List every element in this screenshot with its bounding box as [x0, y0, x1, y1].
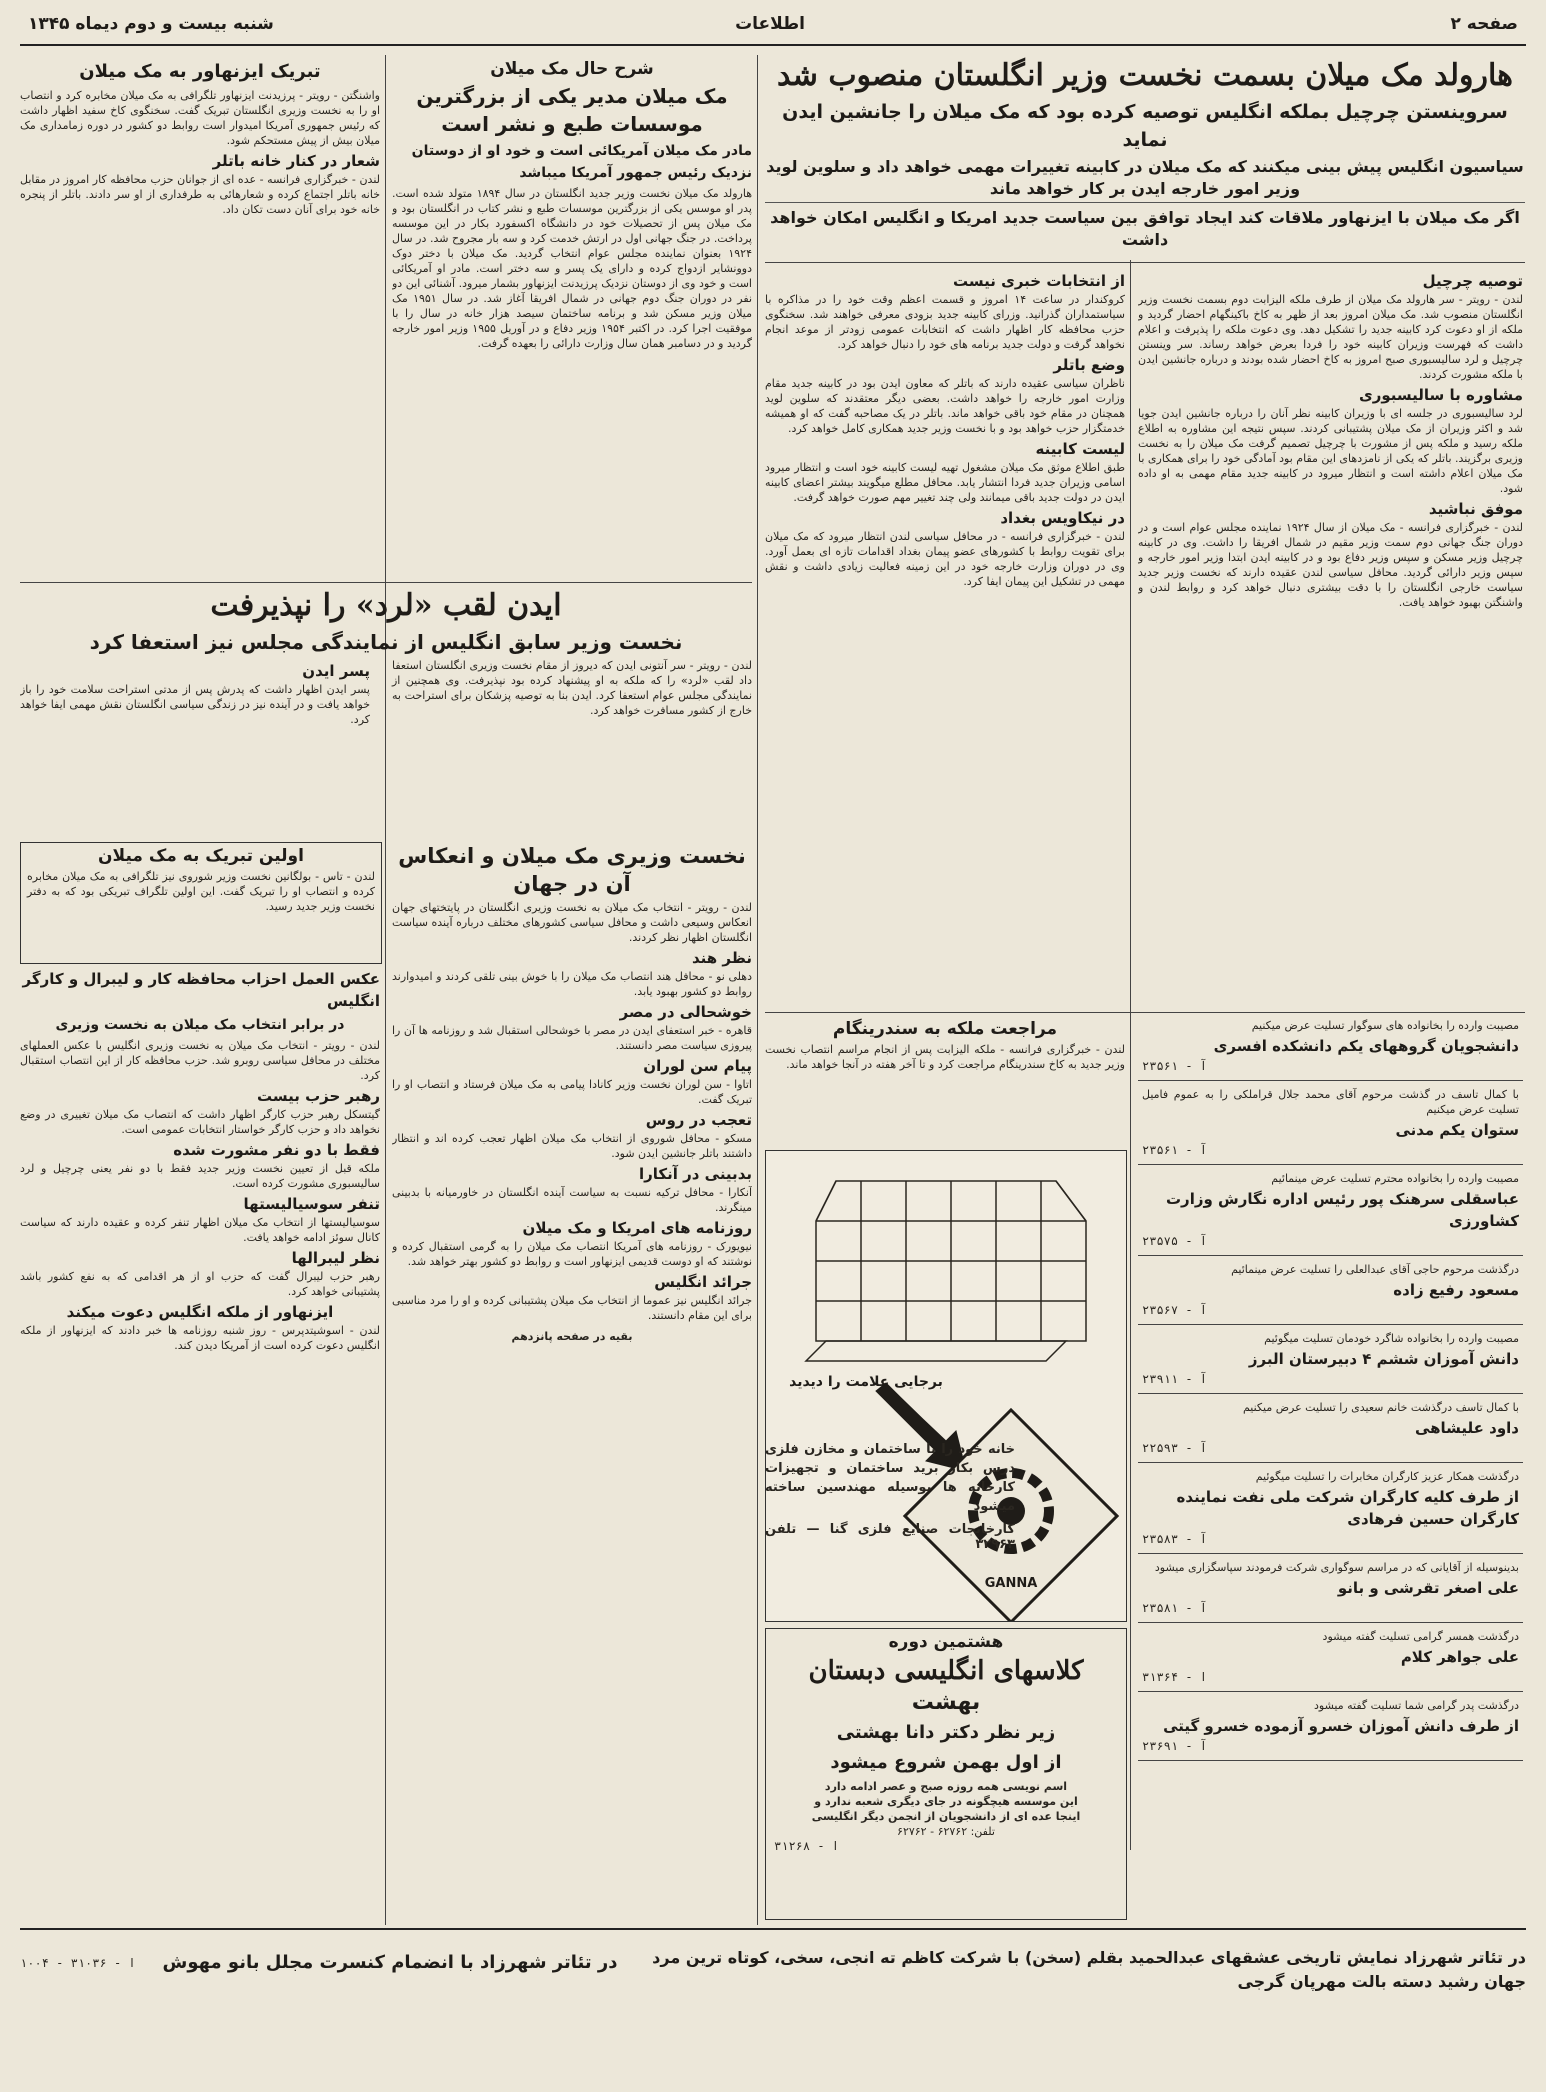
ganna-body: خانه خود را با ساختمان و مخازن فلزی درس بکار برید ساختمان و تجهیزات کارخانه ها بوسیله مهندسین ساخته میشود [765, 1442, 1015, 1514]
condolence-notice [1138, 1394, 1523, 1463]
notice-code: آ - ۲۳۵۶۱ [1142, 1059, 1208, 1073]
body-text: گیتسکل رهبر حزب کارگر اظهار داشت که انتصاب مک میلان تغییری در وضع نخواهد داد و حزب کارگر خواستار انتخابات عمومی است. [20, 1108, 380, 1136]
school-start: از اول بهمن شروع میشود [830, 1752, 1062, 1773]
notice-code: آ - ۲۳۵۷۵ [1142, 1234, 1208, 1248]
body-text: اتاوا - سن لوران نخست وزیر کانادا پیامی به مک میلان فرستاد و انتصاب او را تبریک گفت. [392, 1078, 752, 1106]
body-text: لندن - خبرگزاری فرانسه - در محافل سیاسی لندن انتظار میرود که مک میلان برای تقویت روابط با کشورهای عضو پیمان بغداد اقدامات تازه ای بعمل آورد. وی در دوران وزارت خارجه خود در این زمینه فعالیت زیادی داشت و نقش مهمی در تشکیل این پیمان ایفا کرد. [765, 530, 1125, 588]
theatre-ad-strip [20, 1934, 1526, 2034]
divider [757, 55, 758, 1925]
eisenhower-story [20, 56, 380, 576]
lead-subhead: سروینستن چرچیل بملکه انگلیس توصیه کرده بود که مک میلان را جانشین ایدن نماید [782, 101, 1508, 151]
first-congrats-box [20, 842, 382, 964]
section-title: بدبینی در آنکارا [638, 1165, 752, 1183]
section-title: وضع باتلر [1053, 356, 1125, 374]
notice-signature: ستوان یکم مدنی [1395, 1121, 1519, 1139]
eden-subhead: نخست وزیر سابق انگلیس از نمایندگی مجلس نیز استعفا کرد [89, 630, 683, 654]
queen-headline: مراجعت ملکه به سندرینگام [832, 1019, 1058, 1039]
body-text: لندن - تاس - بولگانین نخست وزیر شوروی نیز تلگرافی به مک میلان مخابره کرده و انتصاب او را تبریک گفت. این اولین تلگراف تبریکی بود که به دفتر نخست وزیر جدید رسید. [27, 870, 375, 913]
notice-intro: درگذشت مرحوم حاجی آقای عبدالعلی را تسلیت عرض مینمائیم [1231, 1263, 1519, 1276]
notice-code: آ - ۲۳۹۱۱ [1142, 1372, 1208, 1386]
notice-signature: از طرف دانش آموزان خسرو آزموده خسرو گیتی [1163, 1717, 1519, 1735]
section-title: روزنامه های امریکا و مک میلان [522, 1219, 752, 1237]
notice-signature: دانش آموزان ششم ۴ دبیرستان البرز [1248, 1350, 1519, 1368]
notice-intro: درگذشت پدر گرامی شما تسلیت گفته میشود [1314, 1699, 1519, 1712]
body-text: آنکارا - محافل ترکیه نسبت به سیاست آینده انگلستان در خاورمیانه با بدبینی مینگرند. [392, 1186, 752, 1214]
school-title: کلاسهای انگلیسی دبستان [808, 1656, 1084, 1686]
body-text: طبق اطلاع موثق مک میلان مشغول تهیه لیست کابینه خود است و انتظار میرود اسامی وزیران جدید فردا انتشار یابد. محافل مطلع میگویند بیشتر اعضای کابینه ایدن در دولت جدید باقی میمانند ولی چند تغییر مهم صورت خواهد گرفت. [765, 461, 1125, 504]
notice-intro: مصیبت وارده را بخانواده شاگرد خودمان تسلیت میگوئیم [1264, 1332, 1519, 1345]
lead-body-2 [765, 268, 1125, 1008]
condolence-notice [1138, 1012, 1523, 1081]
notice-intro: درگذشت همسر گرامی تسلیت گفته میشود [1322, 1630, 1519, 1643]
section-title: در نیکاویس بغداد [1000, 509, 1125, 527]
lead-subhead: اگر مک میلان با ایزنهاور ملاقات کند ایجاد توافق بین سیاست جدید امریکا و انگلیس امکان خواهد داشت [765, 202, 1525, 251]
divider [765, 262, 1525, 263]
school-note: اینجا عده ای از دانشجویان از انجمن دیگر انگلیسی [811, 1810, 1081, 1823]
first-congrats-title: اولین تبریک به مک میلان [98, 846, 304, 866]
notice-intro: با کمال تاسف در گذشت مرحوم آقای محمد جلال قراملکی را به عموم فامیل تسلیت عرض میکنیم [1142, 1088, 1519, 1116]
notice-signature: مسعود رفیع زاده [1393, 1281, 1519, 1299]
lead-body [1138, 268, 1523, 1008]
section-title: از انتخابات خبری نیست [952, 272, 1125, 290]
section-title: نظر لیبرالها [291, 1249, 380, 1267]
body-text: هارولد مک میلان نخست وزیر جدید انگلستان در سال ۱۸۹۴ متولد شده است. پدر او موسس یکی از بزرگترین موسسات طبع و نشر کتاب در انگلستان بود و مک میلان پس از تحصیلات خود در دانشگاه اکسفورد بکار در این موسسه پرداخت. در جنگ جهانی اول در ارتش خدمت کرد و سه بار مجروح شد. در سال ۱۹۲۴ بعنوان نماینده مجلس عوام انتخاب گردید. مک میلان با دختر دوک دوونشایر ازدواج کرده و دارای یک پسر و سه دختر است. مادر او آمریکائی است و خود وی از دوستان نزدیک پرزیدنت ایزنهاور بشمار میرود. آشنائی این دو نفر در دوران جنگ دوم جهانی در شمال افریقا آغاز شد. در سال ۱۹۵۱ مک میلان وزیر مسکن شد و برنامه ساختمان سیصد هزار خانه در سال را با موفقیت اجرا کرد. در اکتبر ۱۹۵۴ وزیر دفاع و در آوریل ۱۹۵۵ وزیر امور خارجه گردید و در دسامبر همان سال وزارت دارائی را بعهده گرفت. [392, 187, 752, 350]
body-text: رهبر حزب لیبرال گفت که حزب او از هر اقدامی که به نفع کشور باشد پشتیبانی خواهد کرد. [20, 1270, 380, 1298]
condolence-notice [1138, 1692, 1523, 1761]
condolence-notice [1138, 1325, 1523, 1394]
condolence-notice [1138, 1554, 1523, 1623]
school-supervision: زیر نظر دکتر دانا بهشتی [836, 1722, 1056, 1743]
section-title: مشاوره با سالیسبوری [1358, 386, 1523, 404]
divider [20, 1928, 1526, 1930]
lead-story-header [765, 56, 1525, 261]
notice-signature: داود علیشاهی [1414, 1419, 1519, 1437]
section-title: شعار در کنار خانه باتلر [212, 152, 380, 170]
school-code: ا - ۳۱۲۶۸ [774, 1839, 840, 1853]
condolence-notice [1138, 1081, 1523, 1165]
ganna-logo: GANNA [984, 1576, 1038, 1591]
page-number: صفحه ۲ [1450, 14, 1518, 34]
section-title: تنفر سوسیالیستها [243, 1195, 380, 1213]
body-text: دهلی نو - محافل هند انتصاب مک میلان را با خوش بینی تلقی کردند و امیدوارند روابط دو کشور بهبود یابد. [392, 970, 752, 998]
notice-intro: مصیبت وارده را بخانواده های سوگوار تسلیت عرض میکنیم [1251, 1019, 1519, 1032]
section-title: فقط با دو نفر مشورت شده [173, 1141, 380, 1159]
eden-story [20, 586, 752, 836]
notice-intro: بدینوسیله از آقایانی که در مراسم سوگواری شرکت فرمودند سپاسگزاری میشود [1154, 1561, 1519, 1574]
theatre-ad-right: در تئاتر شهرزاد نمایش تاریخی عشقهای عبدالحمید بقلم (سخن) با شرکت کاظم ته انجی، سخی، کوتاه ترین مرد جهان رشید دسته بالت مهرپان گرجی [652, 1948, 1526, 1991]
queen-story [765, 1016, 1125, 1146]
body-text: لندن - اسوشیتدپرس - روز شنبه روزنامه ها خبر دادند که ایزنهاور از ملکه انگلیس دعوت کرده است از آمریکا دیدن کند. [20, 1324, 380, 1352]
section-title: رهبر حزب بیست [256, 1087, 380, 1105]
body-text: لرد سالیسبوری در جلسه ای با وزیران کابینه نظر آنان را درباره جانشین ایدن جویا شد و اکثر وزیران از مک میلان پشتیبانی کردند. سپس نتیجه این مشاوره به اطلاع ملکه رسید و ملکه پس از مشورت با چرچیل تصمیم گرفت مک میلان را به نخست وزیری برگزیند. باتلر که یکی از نامزدهای این مقام بود آمادگی خود را برای همکاری با مک میلان اعلام داشته است و انتظار میرود در کابینه جدید مقام مهمی به او داده شود. [1138, 407, 1523, 495]
divider [20, 582, 752, 583]
body-text: کروکندار در ساعت ۱۴ امروز و قسمت اعظم وقت خود را در مذاکره با سیاستمداران گذرانید. وزرای کابینه جدید بزودی معرفی خواهند شد. سخنگوی حزب محافظه کار اظهار داشت که انتخابات عمومی زودتر از موعد انجام نخواهد گرفت و دولت جدید برنامه های خود را دنبال خواهد کرد. [765, 293, 1125, 351]
labour-subhead: در برابر انتخاب مک میلان به نخست وزیری [55, 1017, 345, 1033]
profile-kicker: شرح حال مک میلان [490, 59, 654, 79]
section-title: توصیه چرچیل [1422, 272, 1523, 290]
body-text: لندن - رویتر - انتخاب مک میلان به نخست وزیری انگلستان در پایتختهای جهان انعکاس وسیعی داشت و محافل سیاسی کشورهای مختلف درباره آینده سیاست انگلستان اظهار نظر کردند. [392, 901, 752, 944]
condolence-notice [1138, 1165, 1523, 1256]
body-text: مسکو - محافل شوروی از انتخاب مک میلان اظهار تعجب کرده اند و انتظار داشتند باتلر جانشین ایدن شود. [392, 1132, 752, 1160]
notice-code: آ - ۲۳۵۸۳ [1142, 1532, 1208, 1546]
notice-signature: علی اصغر تقرشی و بانو [1337, 1579, 1519, 1597]
school-note: این موسسه هیچگونه در جای دیگری شعبه ندارد و [814, 1795, 1078, 1808]
section-title: خوشحالی در مصر [619, 1003, 752, 1021]
notice-code: آ - ۲۳۵۶۱ [1142, 1143, 1208, 1157]
section-title: نظر هند [692, 949, 752, 967]
ganna-ad-text [765, 1440, 1015, 1610]
condolence-notice [1138, 1463, 1523, 1554]
profile-story [392, 56, 752, 576]
section-title: پیام سن لوران [643, 1057, 752, 1075]
notice-intro: مصیبت وارده را بخانواده محترم تسلیت عرض مینمائیم [1271, 1172, 1519, 1185]
body-text: لندن - خبرگزاری فرانسه - عده ای از جوانان حزب محافظه کار امروز در مقابل خانه باتلر اجتماع کرده و شعارهائی به طرفداری از او سر دادند. باتلر از پنجره خانه خود برای آنان دست تکان داد. [20, 173, 380, 216]
section-title: لیست کابینه [1035, 440, 1125, 458]
notice-code: آ - ۲۳۶۹۱ [1142, 1739, 1208, 1753]
condolence-notice [1138, 1256, 1523, 1325]
eisenhower-headline: تبریک ایزنهاور به مک میلان [79, 61, 321, 82]
issue-date: شنبه بیست و دوم دیماه ۱۳۴۵ [28, 14, 274, 34]
notice-intro: درگذشت همکار عزیز کارگران مخابرات را تسلیت میگوئیم [1255, 1470, 1519, 1483]
labour-headline: عکس العمل احزاب محافظه کار و لیبرال و کارگر انگلیس [22, 970, 380, 1010]
section-title: پسر ایدن [302, 662, 370, 680]
notice-signature: از طرف کلیه کارگران شرکت ملی نفت نماینده کارگران حسین فرهادی [1176, 1488, 1519, 1528]
body-text: نیویورک - روزنامه های آمریکا انتصاب مک میلان را به گرمی استقبال کرده و نوشتند که او دوست قدیمی ایزنهاور است و روابط دو کشور بهتر خواهد شد. [392, 1240, 752, 1268]
ganna-tagline: برجایی علامت را دیدید [789, 1374, 943, 1390]
body-text: سوسیالیستها از انتخاب مک میلان اظهار تنفر کرده و عقیده دارند که سیاست کانال سوئز ادامه خواهد یافت. [20, 1216, 380, 1244]
notice-signature: علی جواهر کلام [1400, 1648, 1519, 1666]
paper-name: اطلاعات [735, 14, 805, 34]
body-text: لندن - رویتر - سر هارولد مک میلان از طرف ملکه الیزابت دوم بسمت نخست وزیر انگلستان منصوب شد. مک میلان امروز بعد از ظهر به کاخ باکینگهام احضار گردید و ملکه از او دعوت کرد کابینه جدید را تشکیل دهد. وی دعوت ملکه را پذیرفت و اعلام داشت که فهرست وزیران کابینه خود را فردا بعرض خواهد رساند. سر وینستن چرچیل و لرد سالیسبوری صبح امروز به کاخ احضار شده بودند و درباره جانشین ایدن با ملکه مشورت کردند. [1138, 293, 1523, 381]
school-kicker: هشتمین دوره [888, 1632, 1004, 1652]
school-ad [765, 1628, 1127, 1920]
body-text: واشنگتن - رویتر - پرزیدنت ایزنهاور تلگرافی به مک میلان مخابره کرد و انتصاب او را به نخست وزیری انگلستان تبریک گفت. سخنگوی کاخ سفید اظهار داشت که رئیس جمهوری آمریکا امیدوار است روابط دو کشور در دوره زمامداری مک میلان بیش از پیش مستحکم شود. [20, 89, 380, 147]
body-text: لندن - خبرگزاری فرانسه - مک میلان از سال ۱۹۲۴ نماینده مجلس عوام است و در دوران جنگ جهانی دوم سمت وزیر مقیم در شمال افریقا را داشت. وی در کابینه چرچیل وزیر مسکن و سپس وزیر دفاع بود و در کابینه ایدن ابتدا وزیر امور خارجه و سپس وزیر دارائی گردید. محافل سیاسی لندن عقیده دارند که نخست وزیر جدید سیاست خارجی انگلستان را با دقت بیشتری دنبال خواهد کرد و روابط لندن و واشنگتن بهبود خواهد یافت. [1138, 521, 1523, 609]
body-text: قاهره - خبر استعفای ایدن در مصر با خوشحالی استقبال شد و روزنامه ها آن را پیروزی سیاست مصر دانستند. [392, 1024, 752, 1052]
reactions-story [392, 840, 752, 1900]
body-text: لندن - رویتر - انتخاب مک میلان به نخست وزیری انگلیس با عکس العملهای مختلف در محافل سیاسی روبرو شد. حزب محافظه کار از این انتصاب استقبال کرد. [20, 1039, 380, 1082]
section-title: ایزنهاور از ملکه انگلیس دعوت میکند [66, 1303, 334, 1321]
divider [385, 55, 386, 1925]
notice-signature: دانشجویان گروههای یکم دانشکده افسری [1213, 1037, 1519, 1055]
theatre-ad-left: در تئاتر شهرزاد با انضمام کنسرت مجلل بانو مهوش [162, 1952, 618, 1973]
profile-subhead: مادر مک میلان آمریکائی است و خود او از دوستان نزدیک رئیس جمهور آمریکا میباشد [411, 143, 752, 181]
notice-intro: با کمال تاسف درگذشت خانم سعیدی را تسلیت عرض میکنیم [1242, 1401, 1519, 1414]
theatre-ad-code: ا - ۳۱۰۳۶ - ۱۰۰۴ [20, 1956, 136, 1970]
school-name: بهشت [911, 1690, 981, 1715]
body-text: لندن - رویتر - سر آنتونی ایدن که دیروز از مقام نخست وزیری انگلستان استعفا داد لقب «لرد» را که ملکه به او پیشنهاد کرده بود نپذیرفت. وی همچنین از نمایندگی مجلس عوام استعفا کرد. ایدن بنا به توصیه پزشکان برای استراحت به خارج از کشور مسافرت خواهد کرد. [392, 659, 752, 717]
notice-code: آ - ۲۲۵۹۳ [1142, 1441, 1208, 1455]
lead-headline: هارولد مک میلان بسمت نخست وزیر انگلستان منصوب شد [776, 58, 1513, 93]
labour-story [20, 966, 380, 1896]
school-note: اسم نویسی همه روزه صبح و عصر ادامه دارد [824, 1780, 1068, 1793]
eden-headline: ایدن لقب «لرد» را نپذیرفت [210, 588, 562, 623]
ganna-contact: کارخانجات صنایع فلزی گنا — تلفن ۳۲۹۶۳ [765, 1522, 1015, 1552]
school-phone: تلفن: ۶۲۷۶۲ - ۶۲۷۶۲ [897, 1825, 995, 1838]
body-text: جرائد انگلیس نیز عموما از انتخاب مک میلان پشتیبانی کرده و او را مرد مناسبی برای این مقام دانستند. [392, 1294, 752, 1322]
notice-signature: عباسقلی سرهنک پور رئیس اداره نگارش وزارت کشاورزی [1165, 1190, 1519, 1230]
notice-code: آ - ۲۳۵۸۱ [1142, 1601, 1208, 1615]
section-title: تعجب در روس [645, 1111, 752, 1129]
body-text: لندن - خبرگزاری فرانسه - ملکه الیزابت پس از انجام مراسم انتصاب نخست وزیر جدید به کاخ سندرینگام مراجعت کرد و تا آخر هفته در آنجا خواهد ماند. [765, 1043, 1125, 1071]
body-text: پسر ایدن اظهار داشت که پدرش پس از مدتی استراحت سلامت خود را باز خواهد یافت و در آینده نیز در زندگی سیاسی انگلستان نقش مهمی ایفا خواهد کرد. [20, 683, 370, 726]
notice-code: آ - ۲۳۵۶۷ [1142, 1303, 1208, 1317]
divider [1130, 260, 1131, 1850]
continued-note: بقیه در صفحه پانزدهم [511, 1330, 633, 1343]
profile-headline: مک میلان مدیر یکی از بزرگترین موسسات طبع و نشر است [416, 84, 728, 136]
section-title: موفق نباشید [1428, 500, 1523, 518]
body-text: ناظران سیاسی عقیده دارند که باتلر که معاون ایدن بود در کابینه جدید مقام وزارت امور خارجه را خواهد داشت. بعضی دیگر معتقدند که سلوین لوید همچنان در مقام خود باقی خواهد ماند. باتلر در یک مصاحبه گفت که او همیشه خدمتگزار حزب خواهد بود و با نخست وزیر جدید همکاری کامل خواهد کرد. [765, 377, 1125, 435]
notice-code: ا - ۳۱۳۶۴ [1142, 1670, 1208, 1684]
section-title: جرائد انگلیس [654, 1273, 752, 1291]
lead-subhead: سیاسیون انگلیس پیش بینی میکنند که مک میلان در کابینه تغییرات مهمی خواهد داد و سلوین لوید وزیر امور خارجه ایدن بر کار خواهد ماند [766, 157, 1524, 198]
reactions-headline: نخست وزیری مک میلان و انعکاس آن در جهان [398, 844, 746, 896]
notices-column [1138, 1012, 1523, 1912]
body-text: ملکه قبل از تعیین نخست وزیر جدید فقط با دو نفر یعنی چرچیل و لرد سالیسبوری مشورت کرده است. [20, 1162, 380, 1190]
condolence-notice [1138, 1623, 1523, 1692]
masthead-rule [20, 44, 1526, 46]
